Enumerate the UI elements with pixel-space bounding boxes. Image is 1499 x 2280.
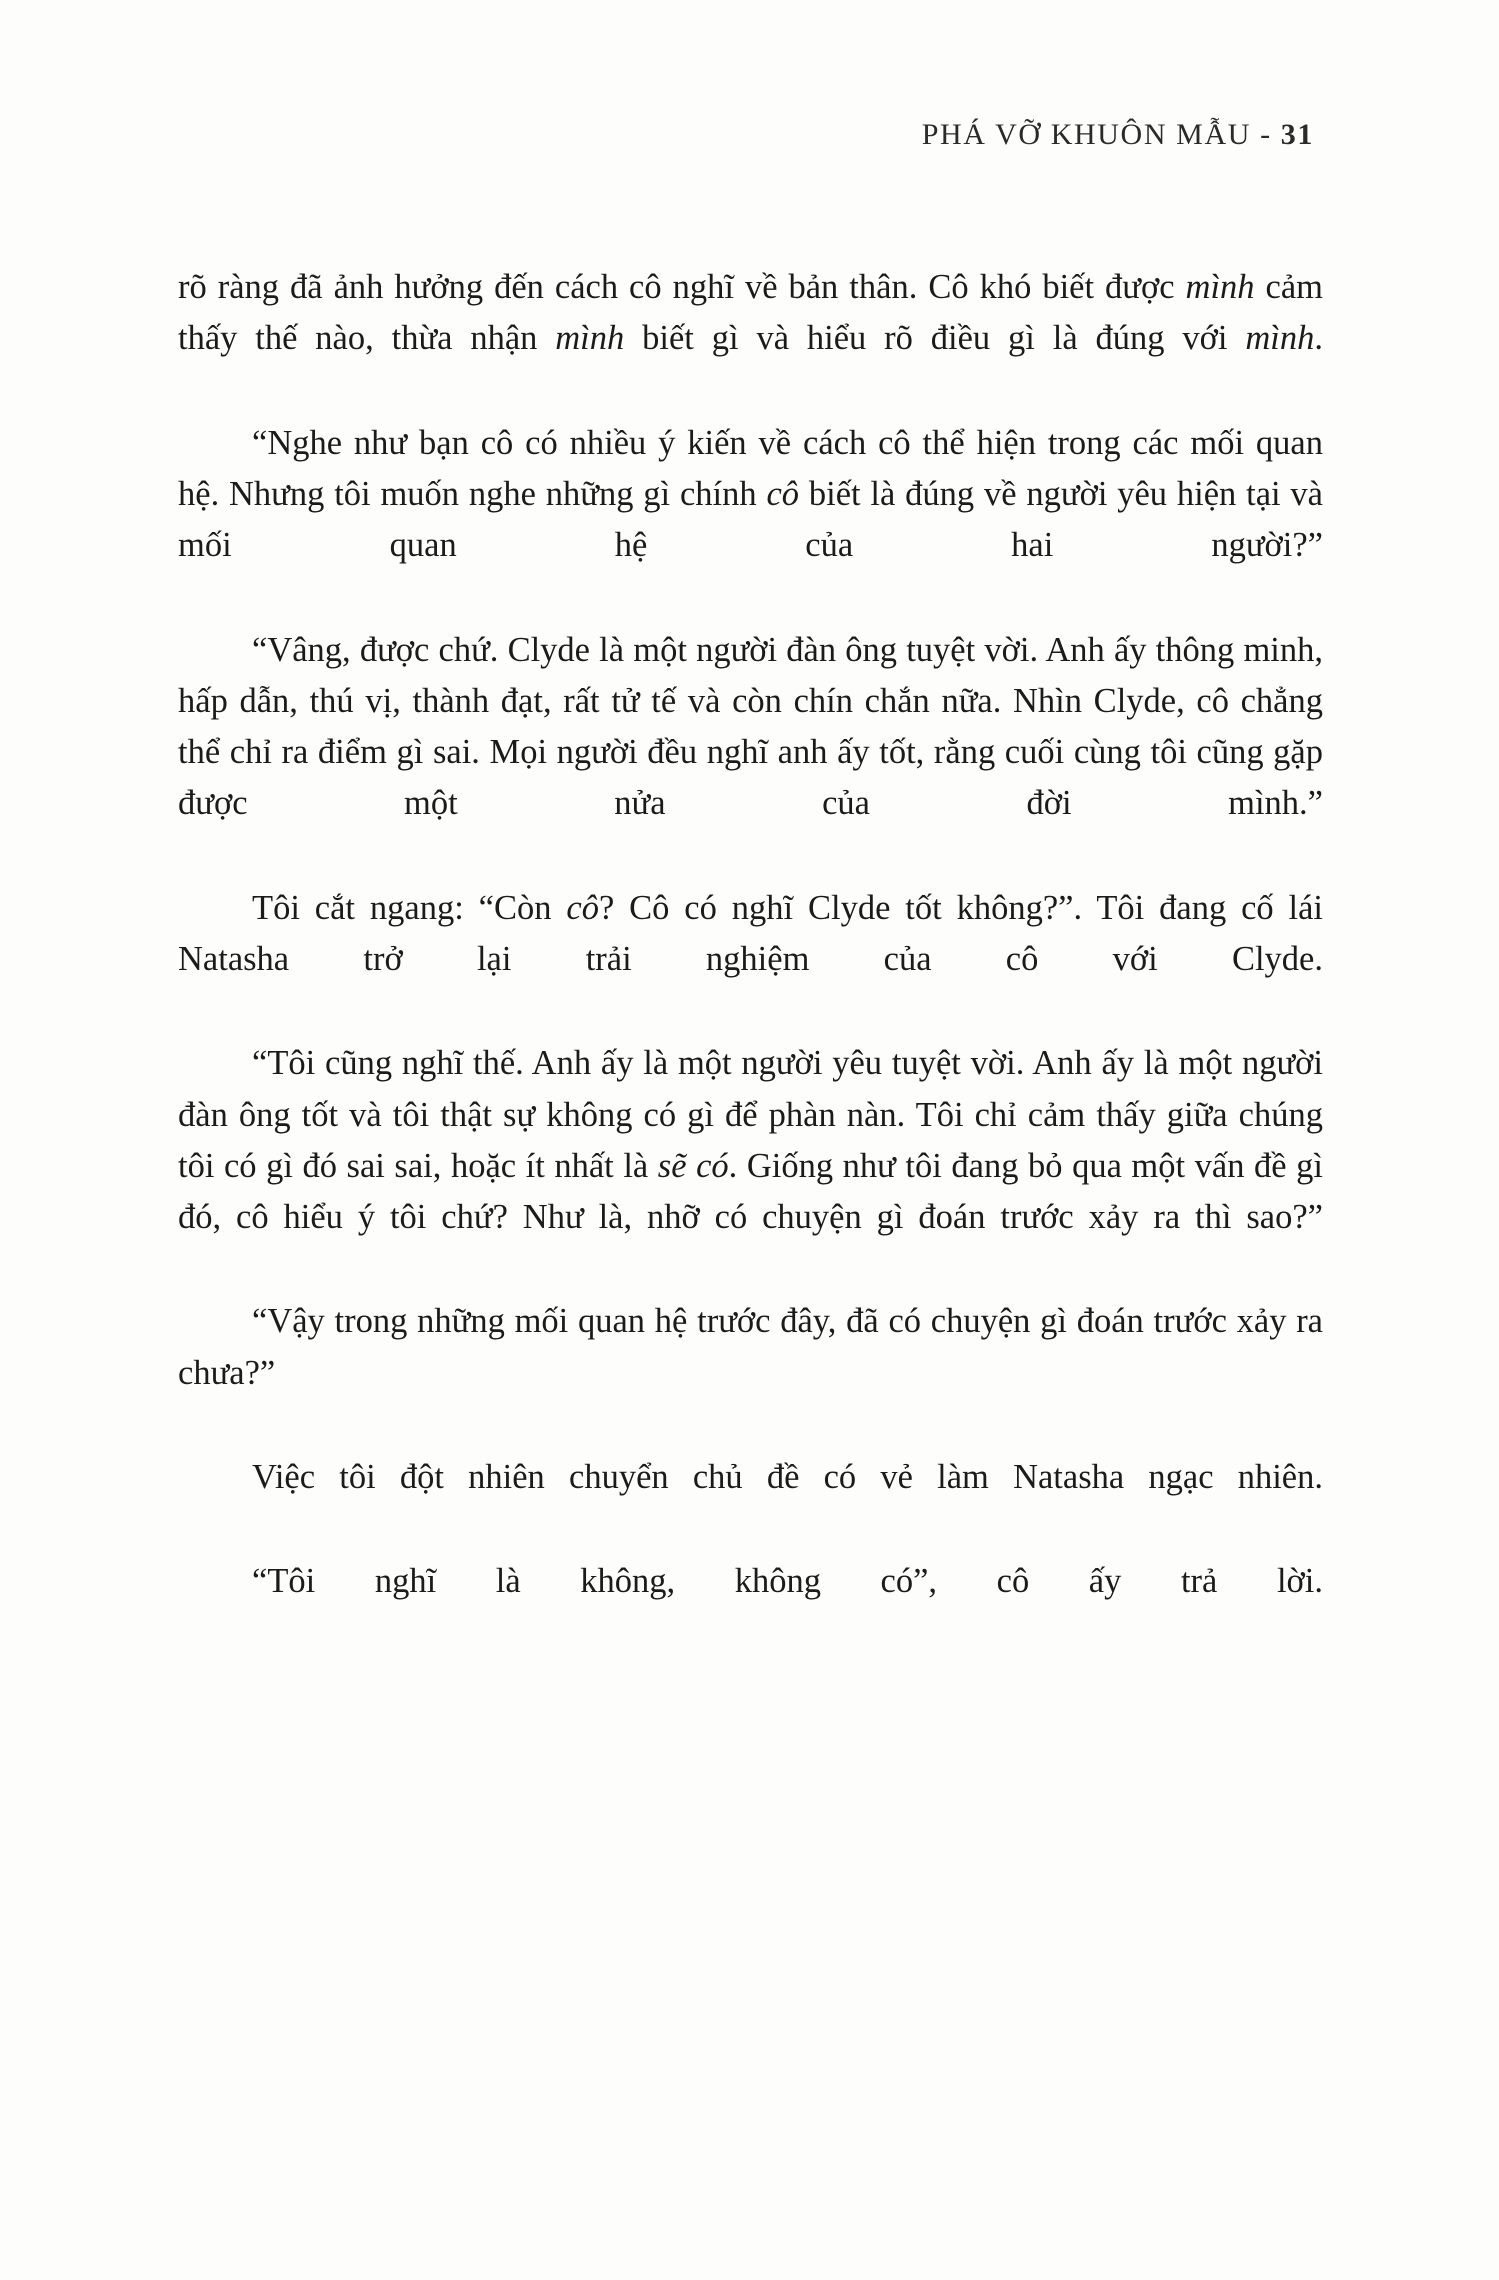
text-run: “Tôi nghĩ là không, không có”, cô ấy trả lời. — [252, 1562, 1323, 1601]
text-run: Việc tôi đột nhiên chuyển chủ đề có vẻ làm Natasha ngạc nhiên. — [252, 1458, 1323, 1497]
para-7 — [178, 1452, 1323, 1554]
book-title: PHÁ VỠ KHUÔN MẪU — [921, 118, 1251, 151]
emphasis-text: sẽ có — [657, 1146, 729, 1185]
text-run: “Nghe như bạn cô có nhiều ý kiến về cách cô thể hiện trong các mối quan hệ. Nhưng tôi muốn nghe những gì chính — [178, 423, 1323, 513]
emphasis-text: mình — [555, 319, 625, 358]
para-1 — [178, 262, 1323, 416]
page-header — [922, 118, 1314, 152]
page-number: 31 — [1280, 118, 1314, 151]
text-run: rõ ràng đã ảnh hưởng đến cách cô nghĩ về bản thân. Cô khó biết được — [178, 268, 1186, 306]
para-4 — [178, 883, 1323, 1037]
para-3 — [178, 625, 1323, 881]
text-run: “Tôi cũng nghĩ thế. Anh ấy là một người yêu tuyệt vời. Anh ấy là một người đàn ông tốt và tôi thật sự không có gì để phàn nàn. Tôi chỉ cảm thấy giữa chúng tôi có gì đó sai sai, hoặc ít nhất là — [178, 1044, 1323, 1185]
emphasis-text: mình — [1185, 268, 1255, 306]
emphasis-text: cô — [566, 888, 599, 927]
para-6 — [178, 1296, 1323, 1450]
para-2 — [178, 418, 1323, 623]
emphasis-text: cô — [766, 474, 800, 513]
para-5 — [178, 1038, 1323, 1294]
para-8 — [178, 1556, 1323, 1658]
text-run: “Vâng, được chứ. Clyde là một người đàn ông tuyệt vời. Anh ấy thông minh, hấp dẫn, thú vị, thành đạt, rất tử tế và còn chín chắn nữa. Nhìn Clyde, cô chẳng thể chỉ ra điểm gì sai. Mọi người đều nghĩ anh ấy tốt, rằng cuối cùng tôi cũng gặp được một nửa của đời mình.” — [178, 630, 1323, 823]
text-run: biết là đúng về người yêu hiện tại và mối quan hệ của hai người?” — [178, 474, 1323, 565]
text-run: . Giống như tôi đang bỏ qua một vấn đề gì đó, cô hiểu ý tôi chứ? Như là, nhỡ có chuyện gì đoán trước xảy ra thì sao?” — [178, 1146, 1323, 1236]
text-run: . — [1314, 319, 1323, 358]
text-run: biết gì và hiểu rõ điều gì là đúng với — [624, 319, 1246, 358]
text-run: “Vậy trong những mối quan hệ trước đây, đã có chuyện gì đoán trước xảy ra chưa?” — [178, 1302, 1323, 1392]
header-separator: - — [1260, 118, 1272, 151]
text-run: Tôi cắt ngang: “Còn — [252, 888, 567, 927]
emphasis-text: mình — [1245, 319, 1315, 358]
text-run: ? Cô có nghĩ Clyde tốt không?”. Tôi đang cố lái Natasha trở lại trải nghiệm của cô với Clyde. — [178, 888, 1324, 978]
text-run: cảm thấy thế nào, thừa nhận — [178, 268, 1324, 358]
body-text — [178, 262, 1323, 1661]
